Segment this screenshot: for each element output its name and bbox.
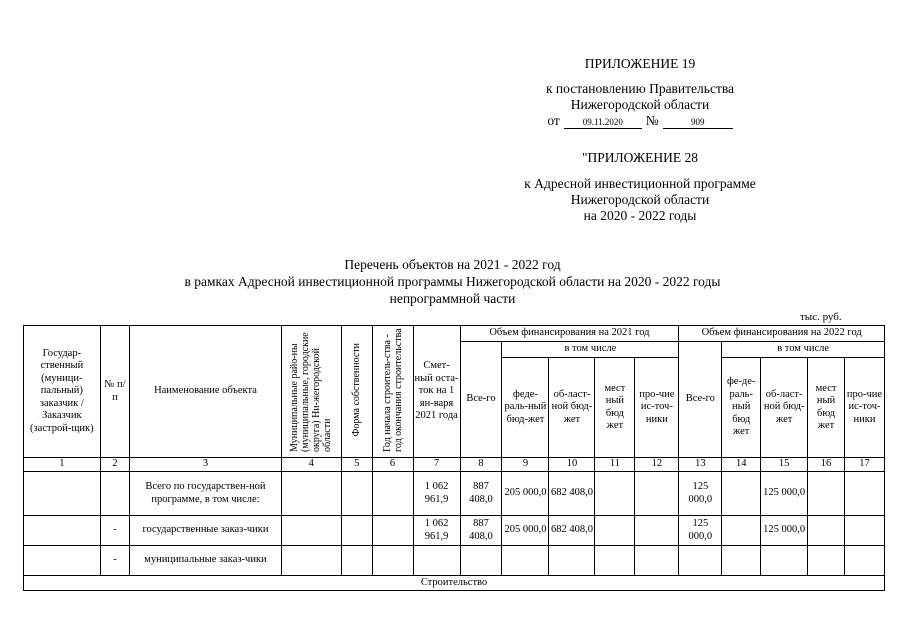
col-number: 17 bbox=[844, 458, 884, 472]
header-object: Наименование объекта bbox=[130, 326, 281, 458]
decree-reference bbox=[440, 81, 840, 129]
header-total-2021: Все-го bbox=[460, 342, 502, 458]
header-customer: Государ-ственный (муници-пальный) заказчик / Заказчик (застрой-щик) bbox=[24, 326, 101, 458]
title-line-3: непрограммной части bbox=[389, 291, 516, 306]
header-including-2022: в том числе bbox=[722, 342, 885, 358]
header-including-2021: в том числе bbox=[502, 342, 679, 358]
header-ownership bbox=[341, 326, 372, 458]
row-regional-2022: 125 000,0 bbox=[761, 516, 808, 546]
appendix2-title: "ПРИЛОЖЕНИЕ 28 bbox=[581, 150, 699, 165]
header-other-2021: про-чие ис-точ-ники bbox=[635, 358, 679, 458]
row-total-2022: 125 000,0 bbox=[679, 472, 722, 516]
empty-cell bbox=[595, 516, 635, 546]
col-number: 13 bbox=[679, 458, 722, 472]
row-estimate bbox=[413, 546, 460, 576]
col-number: 7 bbox=[413, 458, 460, 472]
empty-cell bbox=[341, 516, 372, 546]
table-row-municipal bbox=[24, 546, 885, 576]
header-estimate: Смет-ный оста-ток на 1 ян-варя 2021 года bbox=[413, 326, 460, 458]
title-line-2: в рамках Адресной инвестиционной программы Нижегородской области на 2020 - 2022 годы bbox=[184, 274, 721, 289]
row-estimate: 1 062 961,9 bbox=[413, 516, 460, 546]
header-years-text: Год начала строитель-ства - год окончания строительства bbox=[381, 328, 404, 453]
row-total-2021 bbox=[460, 546, 502, 576]
program-line-3: на 2020 - 2022 годы bbox=[583, 208, 697, 223]
column-numbers-row bbox=[24, 458, 885, 472]
header-years bbox=[372, 326, 413, 458]
row-total-2021: 887 408,0 bbox=[460, 472, 502, 516]
header-local-2021: мест ный бюд жет bbox=[595, 358, 635, 458]
col-number: 10 bbox=[549, 458, 595, 472]
program-reference bbox=[440, 176, 840, 224]
appendix-header bbox=[440, 56, 840, 72]
row-regional-2021 bbox=[549, 546, 595, 576]
row-federal-2021: 205 000,0 bbox=[502, 516, 549, 546]
header-fin-2022: Объем финансирования на 2022 год bbox=[679, 326, 885, 342]
empty-cell bbox=[24, 472, 101, 516]
empty-cell bbox=[24, 546, 101, 576]
empty-cell bbox=[722, 516, 761, 546]
header-ownership-text: Форма собственности bbox=[351, 342, 363, 436]
investment-table bbox=[23, 325, 885, 591]
table-row-state bbox=[24, 516, 885, 546]
col-number: 12 bbox=[635, 458, 679, 472]
empty-cell bbox=[635, 472, 679, 516]
row-total-2022: 125 000,0 bbox=[679, 516, 722, 546]
decree-date: 09.11.2020 bbox=[564, 117, 642, 129]
row-name: Всего по государствен-ной программе, в том числе: bbox=[130, 472, 281, 516]
empty-cell bbox=[341, 472, 372, 516]
row-total-2021: 887 408,0 bbox=[460, 516, 502, 546]
empty-cell bbox=[722, 546, 761, 576]
header-municipality bbox=[281, 326, 341, 458]
empty-cell bbox=[844, 472, 884, 516]
section-row bbox=[24, 576, 885, 591]
col-number: 1 bbox=[24, 458, 101, 472]
document-title bbox=[0, 256, 905, 307]
row-regional-2021: 682 408,0 bbox=[549, 516, 595, 546]
header-other-2022: про-чие ис-точ-ники bbox=[844, 358, 884, 458]
program-line-1: к Адресной инвестиционной программе bbox=[524, 176, 756, 191]
col-number: 11 bbox=[595, 458, 635, 472]
empty-cell bbox=[24, 516, 101, 546]
empty-cell bbox=[595, 546, 635, 576]
row-name: государственные заказ-чики bbox=[130, 516, 281, 546]
decree-number: 909 bbox=[663, 117, 733, 129]
appendix-title: ПРИЛОЖЕНИЕ 19 bbox=[584, 56, 696, 71]
empty-cell bbox=[635, 546, 679, 576]
empty-cell bbox=[372, 546, 413, 576]
row-federal-2021: 205 000,0 bbox=[502, 472, 549, 516]
empty-cell bbox=[844, 516, 884, 546]
empty-cell bbox=[595, 472, 635, 516]
empty-cell bbox=[722, 472, 761, 516]
appendix2-header bbox=[440, 150, 840, 166]
number-sign: № bbox=[645, 113, 659, 128]
header-regional-2021: об-ласт-ной бюд-жет bbox=[549, 358, 595, 458]
col-number: 16 bbox=[808, 458, 845, 472]
col-number: 14 bbox=[722, 458, 761, 472]
empty-cell bbox=[844, 546, 884, 576]
empty-cell bbox=[808, 546, 845, 576]
header-federal-2021: феде-раль-ный бюд-жет bbox=[502, 358, 549, 458]
section-construction: Строительство bbox=[24, 576, 885, 591]
row-regional-2021: 682 408,0 bbox=[549, 472, 595, 516]
empty-cell bbox=[281, 472, 341, 516]
row-name: муниципальные заказ-чики bbox=[130, 546, 281, 576]
col-number: 9 bbox=[502, 458, 549, 472]
header-local-2022: мест ный бюд жет bbox=[808, 358, 845, 458]
decree-line-2: Нижегородской области bbox=[570, 97, 710, 112]
empty-cell bbox=[808, 472, 845, 516]
col-number: 8 bbox=[460, 458, 502, 472]
row-total-2022 bbox=[679, 546, 722, 576]
decree-line-1: к постановлению Правительства bbox=[545, 81, 735, 96]
col-number: 15 bbox=[761, 458, 808, 472]
header-municipality-text: Муниципальные райо-ны (муниципальные, городские округа) Ни-жегородской области bbox=[289, 332, 334, 453]
header-fin-2021: Объем финансирования на 2021 год bbox=[460, 326, 679, 342]
program-line-2: Нижегородской области bbox=[570, 192, 710, 207]
empty-cell bbox=[281, 516, 341, 546]
col-number: 2 bbox=[100, 458, 130, 472]
col-number: 5 bbox=[341, 458, 372, 472]
title-line-1: Перечень объектов на 2021 - 2022 год bbox=[344, 257, 561, 272]
header-row-1 bbox=[24, 326, 885, 342]
table-row-total bbox=[24, 472, 885, 516]
empty-cell bbox=[372, 472, 413, 516]
col-number: 3 bbox=[130, 458, 281, 472]
empty-cell bbox=[808, 516, 845, 546]
decree-date-number-line bbox=[547, 113, 732, 129]
empty-cell bbox=[372, 516, 413, 546]
empty-cell bbox=[281, 546, 341, 576]
header-federal-2022: фе-де-раль-ный бюд жет bbox=[722, 358, 761, 458]
col-number: 6 bbox=[372, 458, 413, 472]
row-regional-2022: 125 000,0 bbox=[761, 472, 808, 516]
row-federal-2021 bbox=[502, 546, 549, 576]
header-total-2022: Все-го bbox=[679, 342, 722, 458]
row-regional-2022 bbox=[761, 546, 808, 576]
row-marker bbox=[100, 472, 130, 516]
header-regional-2022: об-ласт-ной бюд-жет bbox=[761, 358, 808, 458]
empty-cell bbox=[341, 546, 372, 576]
row-marker: - bbox=[100, 546, 130, 576]
header-num: № п/п bbox=[100, 326, 130, 458]
row-marker: - bbox=[100, 516, 130, 546]
date-prefix: от bbox=[547, 113, 560, 128]
empty-cell bbox=[635, 516, 679, 546]
units-label: тыс. руб. bbox=[800, 311, 842, 323]
col-number: 4 bbox=[281, 458, 341, 472]
row-estimate: 1 062 961,9 bbox=[413, 472, 460, 516]
